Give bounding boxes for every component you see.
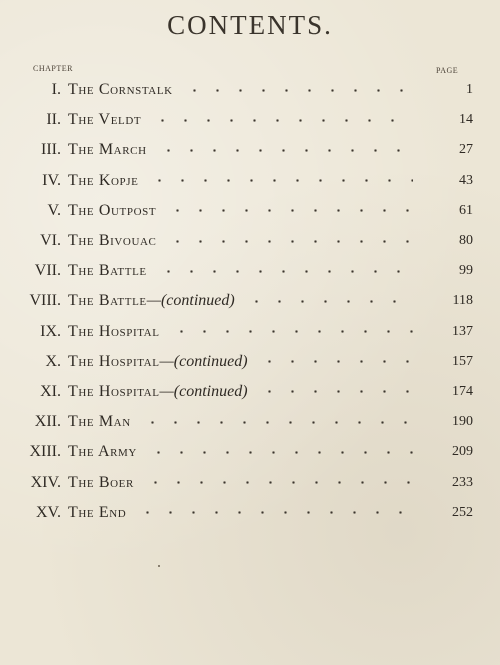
chapter-number: VI. [40, 232, 61, 250]
dot-leader [157, 149, 413, 152]
contents-entry [0, 135, 500, 165]
page-number: 118 [452, 293, 473, 309]
chapter-number: XI. [40, 382, 61, 400]
chapter-title: The Veldt [68, 111, 142, 129]
dot-leader [144, 481, 413, 484]
chapter-title [68, 353, 248, 371]
page-number: 252 [452, 504, 473, 520]
page-number: 99 [459, 263, 473, 279]
chapter-title-text: The Hospital [68, 382, 160, 400]
page-number: 174 [452, 383, 473, 399]
continued-note: —(continued) [159, 382, 248, 400]
chapter-title: The Outpost [68, 201, 157, 219]
dot-leader [245, 300, 413, 303]
chapter-title [68, 383, 248, 401]
contents-entry [0, 377, 500, 407]
chapter-number: XV. [35, 503, 61, 521]
chapter-number: I. [51, 81, 61, 99]
chapter-number: VIII. [29, 292, 61, 310]
contents-entry [0, 317, 500, 347]
dot-leader [148, 179, 413, 182]
chapter-number: XIV. [30, 473, 61, 491]
page-title: CONTENTS. [167, 10, 333, 40]
dot-leader [183, 89, 413, 92]
contents-entry [0, 75, 500, 105]
chapter-title: The Bivouac [68, 232, 157, 250]
contents-list [0, 75, 500, 528]
contents-entry [0, 286, 500, 316]
contents-entry [0, 256, 500, 286]
chapter-title: The Battle [68, 262, 147, 280]
dot-leader [141, 421, 413, 424]
chapter-title-text: The Hospital [68, 352, 160, 370]
contents-entry [0, 407, 500, 437]
chapter-number: II. [46, 111, 61, 129]
dot-leader [258, 360, 413, 363]
chapter-title [68, 292, 235, 310]
chapter-title: The Kopje [68, 171, 139, 189]
contents-entry [0, 437, 500, 467]
dot-leader [151, 119, 413, 122]
page-number: 27 [459, 142, 473, 158]
page-column-header: PAGE [436, 66, 459, 75]
contents-entry [0, 166, 500, 196]
page-number: 157 [452, 353, 473, 369]
contents-entry [0, 196, 500, 226]
chapter-number: V. [47, 201, 61, 219]
contents-entry [0, 347, 500, 377]
dot-leader [166, 240, 413, 243]
page-number: 14 [459, 112, 473, 128]
dot-leader [166, 209, 413, 212]
chapter-title: The Man [68, 413, 131, 431]
page-number: 43 [459, 172, 473, 188]
page-number: 190 [452, 414, 473, 430]
chapter-title: The Hospital [68, 322, 160, 340]
chapter-number: XII. [34, 413, 61, 431]
chapter-number: III. [41, 141, 61, 159]
contents-entry [0, 498, 500, 528]
chapter-title-text: The Battle [68, 292, 147, 310]
chapter-title: The Boer [68, 473, 134, 491]
chapter-number: VII. [34, 262, 61, 280]
contents-entry [0, 105, 500, 135]
page-number: 233 [452, 474, 473, 490]
page-number: 1 [466, 82, 473, 98]
chapter-number: X. [45, 352, 61, 370]
continued-note: —(continued) [146, 292, 235, 310]
page-number: 209 [452, 444, 473, 460]
paper-speck [158, 565, 160, 567]
page-number: 80 [459, 233, 473, 249]
contents-entry [0, 467, 500, 497]
contents-entry [0, 226, 500, 256]
dot-leader [170, 330, 413, 333]
chapter-number: IV. [42, 171, 61, 189]
chapter-title: The End [68, 503, 127, 521]
chapter-number: XIII. [29, 443, 61, 461]
chapter-title: The March [68, 141, 147, 159]
continued-note: —(continued) [159, 352, 248, 370]
chapter-column-header: CHAPTER [33, 64, 73, 73]
chapter-number: IX. [40, 322, 61, 340]
chapter-title: The Cornstalk [68, 81, 173, 99]
dot-leader [157, 270, 413, 273]
page-number: 61 [459, 202, 473, 218]
dot-leader [136, 511, 413, 514]
page-number: 137 [452, 323, 473, 339]
chapter-title: The Army [68, 443, 137, 461]
dot-leader [147, 451, 413, 454]
dot-leader [258, 390, 413, 393]
